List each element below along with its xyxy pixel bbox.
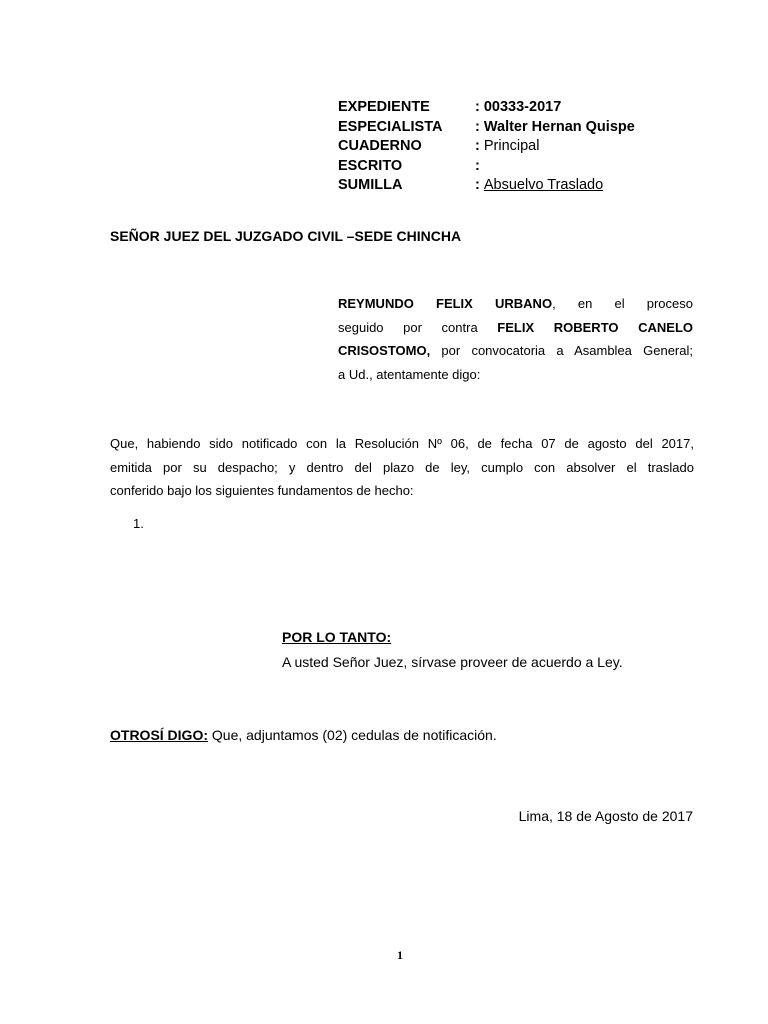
- specialist-value: Walter Hernan Quispe: [483, 118, 635, 135]
- notebook-row: [338, 137, 635, 157]
- specialist-separator: :: [475, 118, 484, 135]
- notebook-label: CUADERNO: [338, 138, 422, 154]
- otrosi-text: Que, adjuntamos (02) cedulas de notificación.: [208, 727, 497, 743]
- case-number-value: 00333-2017: [483, 99, 562, 115]
- body-line-1: Que, habiendo sido notificado con la Resolución Nº 06, de fecha 07 de agosto del 2017,: [110, 436, 694, 451]
- body-paragraph: [110, 432, 694, 503]
- conclusion-heading: POR LO TANTO:: [282, 629, 392, 645]
- specialist-label: ESPECIALISTA: [338, 118, 443, 135]
- case-number-row: [338, 98, 635, 118]
- conclusion-block: [282, 627, 623, 672]
- filing-label: ESCRITO: [338, 157, 403, 174]
- intro-paragraph: [338, 292, 693, 386]
- intro-line-3-text: por convocatoria a Asamblea General;: [430, 343, 693, 358]
- notebook-separator: :: [475, 138, 484, 154]
- body-line-3: conferido bajo los siguientes fundamentos de hecho:: [110, 483, 414, 498]
- list-item: 1.: [133, 516, 144, 531]
- intro-line-1: [338, 292, 693, 316]
- intro-line-3: [338, 339, 693, 363]
- filing-row: [338, 157, 635, 177]
- case-header: [338, 98, 635, 196]
- place-date: Lima, 18 de Agosto de 2017: [518, 808, 693, 824]
- case-number-separator: :: [475, 99, 484, 115]
- intro-line-4: a Ud., atentamente digo:: [338, 366, 481, 382]
- summary-row: [338, 176, 635, 196]
- notebook-value: Principal: [483, 138, 540, 154]
- page-number: 1: [397, 948, 403, 962]
- defendant-name-part-2: CRISOSTOMO,: [338, 343, 431, 358]
- intro-line-1-text: , en el proceso: [552, 296, 693, 311]
- case-number-label: EXPEDIENTE: [338, 99, 430, 115]
- otrosi-label: OTROSÍ DIGO:: [110, 727, 208, 743]
- body-line-2: emitida por su despacho; y dentro del plazo de ley, cumplo con absolver el traslado: [110, 459, 694, 475]
- intro-line-2-text: seguido por contra: [338, 319, 498, 335]
- filing-separator: :: [475, 157, 480, 174]
- summary-label: SUMILLA: [338, 177, 403, 193]
- specialist-row: [338, 118, 635, 138]
- summary-separator: :: [475, 177, 484, 193]
- addressee-line: SEÑOR JUEZ DEL JUZGADO CIVIL –SEDE CHINCHA: [110, 228, 462, 244]
- otrosi-line: [110, 727, 497, 743]
- summary-value: Absuelvo Traslado: [483, 177, 604, 193]
- plaintiff-name: REYMUNDO FELIX URBANO: [338, 296, 553, 311]
- intro-line-2: [338, 316, 693, 340]
- conclusion-text: A usted Señor Juez, sírvase proveer de acuerdo a Ley.: [282, 654, 623, 670]
- defendant-name-part-1: FELIX ROBERTO CANELO: [497, 319, 694, 335]
